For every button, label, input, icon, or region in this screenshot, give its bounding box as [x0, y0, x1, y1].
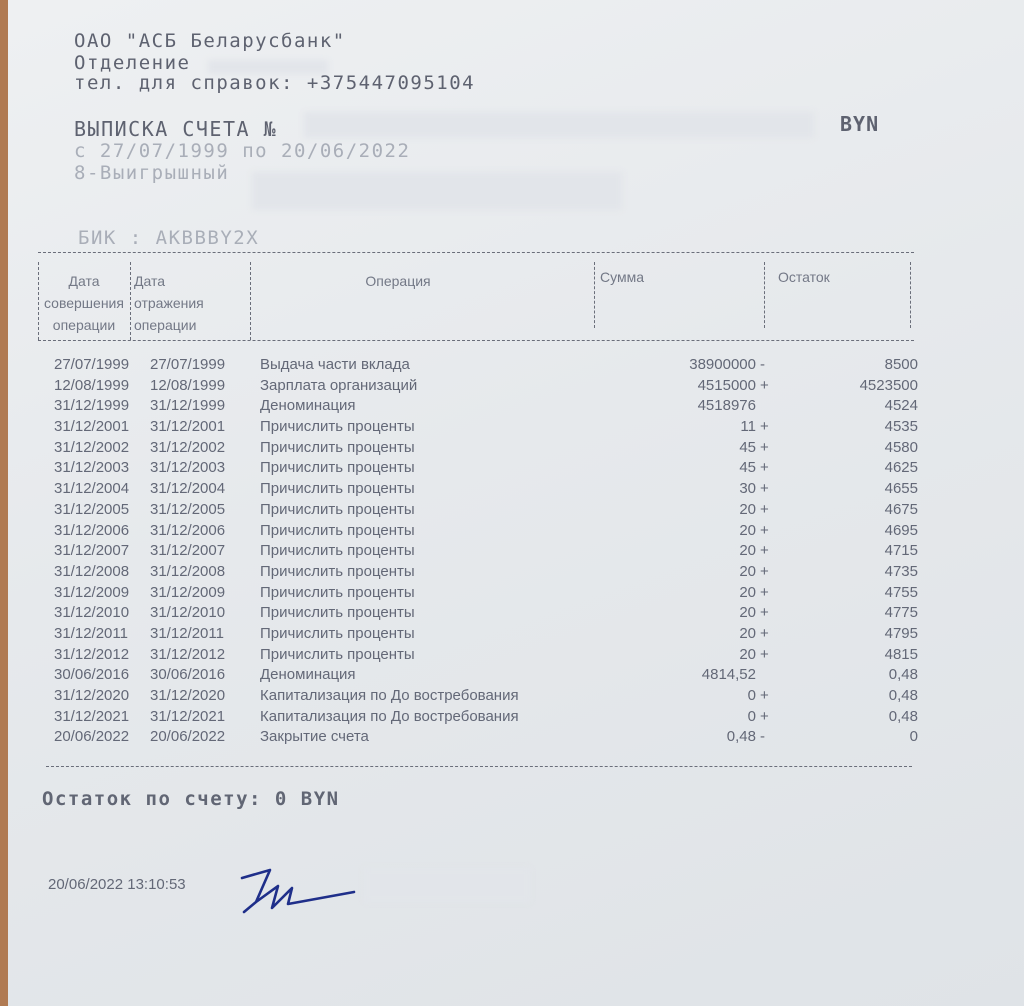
date-posted: 31/12/2009 — [150, 583, 226, 601]
col-header-operation: Операция — [365, 273, 431, 289]
date-done: 31/12/2004 — [54, 480, 130, 498]
date-posted: 31/12/2021 — [150, 707, 226, 725]
table-row — [46, 355, 926, 376]
operation: Причислить проценты — [260, 521, 415, 539]
balance: 4775 — [884, 604, 918, 622]
operation: Причислить проценты — [260, 542, 415, 560]
date-posted: 31/12/2007 — [150, 542, 226, 560]
balance: 4535 — [884, 418, 918, 436]
date-posted: 31/12/1999 — [150, 397, 226, 415]
operation: Причислить проценты — [260, 583, 415, 601]
table-row — [46, 603, 926, 624]
amount-sign: + — [760, 562, 769, 580]
table-row — [46, 541, 926, 562]
balance: 4815 — [884, 645, 918, 663]
statement-period: с 27/07/1999 по 20/06/2022 — [74, 140, 411, 162]
date-posted: 31/12/2020 — [150, 687, 226, 704]
balance: 0 — [909, 728, 918, 746]
amount: 20 — [739, 583, 756, 601]
date-done: 31/12/2021 — [54, 707, 130, 725]
balance: 0,48 — [888, 666, 918, 684]
date-posted: 31/12/2008 — [150, 562, 226, 580]
table-row — [46, 624, 926, 645]
date-done: 31/12/2002 — [54, 438, 130, 456]
amount-sign: + — [760, 645, 769, 663]
amount-sign: + — [760, 418, 769, 436]
amount-sign: + — [760, 604, 769, 622]
redacted-account-number — [304, 112, 814, 138]
date-posted: 20/06/2022 — [150, 728, 226, 746]
date-posted: 31/12/2010 — [150, 604, 226, 622]
table-row — [46, 479, 926, 500]
operation: Капитализация по До востребования — [260, 707, 519, 725]
amount: 20 — [739, 521, 756, 539]
operation: Капитализация по До востребования — [260, 687, 519, 704]
operation: Причислить проценты — [260, 418, 415, 436]
balance: 8500 — [884, 356, 918, 373]
amount: 45 — [739, 459, 756, 477]
balance: 4735 — [884, 562, 918, 580]
amount: 0 — [747, 687, 756, 704]
table-row — [46, 562, 926, 583]
table-top-border — [38, 252, 914, 253]
date-done: 12/08/1999 — [54, 376, 130, 394]
final-balance: Остаток по счету: 0 BYN — [42, 788, 340, 810]
balance: 4795 — [884, 624, 918, 642]
amount: 0 — [747, 707, 756, 725]
balance: 4755 — [884, 583, 918, 601]
date-done: 31/12/2009 — [54, 583, 130, 601]
amount-sign: + — [760, 438, 769, 456]
amount-sign: + — [760, 521, 769, 539]
redacted-owner — [252, 172, 622, 210]
date-done: 31/12/2006 — [54, 521, 130, 539]
currency-label: BYN — [840, 112, 880, 136]
table-row — [46, 686, 926, 707]
operation: Зарплата организаций — [260, 376, 418, 394]
amount-sign: + — [760, 500, 769, 518]
balance: 4695 — [884, 521, 918, 539]
date-done: 31/12/2020 — [54, 687, 130, 704]
operation: Причислить проценты — [260, 624, 415, 642]
date-posted: 31/12/2012 — [150, 645, 226, 663]
date-posted: 31/12/2001 — [150, 418, 226, 436]
table-row — [46, 583, 926, 604]
bank-statement-receipt — [8, 0, 1024, 1006]
amount-sign: - — [760, 356, 765, 373]
operation: Выдача части вклада — [260, 356, 410, 373]
amount: 4814,52 — [701, 666, 756, 684]
date-posted: 30/06/2016 — [150, 666, 226, 684]
date-done: 31/12/2003 — [54, 459, 130, 477]
amount-sign: + — [760, 687, 769, 704]
amount: 20 — [739, 542, 756, 560]
operation: Причислить проценты — [260, 480, 415, 498]
table-right-border — [910, 262, 911, 328]
date-done: 31/12/2005 — [54, 500, 130, 518]
operation: Причислить проценты — [260, 438, 415, 456]
table-left-border — [38, 262, 39, 340]
col-header-date-done: Дата совершения операции — [44, 273, 124, 333]
amount: 4518976 — [697, 397, 756, 415]
account-type: 8-Выигрышный — [74, 162, 230, 184]
date-done: 27/07/1999 — [54, 356, 130, 373]
amount-sign: + — [760, 542, 769, 560]
balance: 0,48 — [888, 707, 918, 725]
balance: 0,48 — [888, 687, 918, 704]
amount: 38900000 — [689, 356, 756, 373]
header-bottom-border — [38, 340, 914, 341]
operation: Причислить проценты — [260, 562, 415, 580]
amount: 20 — [739, 645, 756, 663]
balance: 4625 — [884, 459, 918, 477]
bank-name: ОАО "АСБ Беларусбанк" — [74, 30, 346, 52]
operation: Деноминация — [260, 397, 356, 415]
date-done: 20/06/2022 — [54, 728, 130, 746]
balance: 4580 — [884, 438, 918, 456]
phone-line: тел. для справок: +375447095104 — [74, 72, 476, 94]
signature — [234, 864, 374, 920]
amount: 20 — [739, 500, 756, 518]
operation: Причислить проценты — [260, 500, 415, 518]
operation: Причислить проценты — [260, 459, 415, 477]
balance: 4675 — [884, 500, 918, 518]
date-done: 31/12/2008 — [54, 562, 130, 580]
amount-sign: + — [760, 376, 769, 394]
bik-line: БИК : AKBBBY2X — [78, 227, 260, 249]
amount: 30 — [739, 480, 756, 498]
col-divider-3 — [594, 262, 595, 328]
date-posted: 27/07/1999 — [150, 356, 226, 373]
date-done: 31/12/2010 — [54, 604, 130, 622]
date-done: 31/12/1999 — [54, 397, 130, 415]
amount-sign: + — [760, 583, 769, 601]
amount: 0,48 — [726, 728, 756, 746]
table-row — [46, 458, 926, 479]
amount-sign: + — [760, 480, 769, 498]
table-row — [46, 521, 926, 542]
amount: 20 — [739, 604, 756, 622]
table-row — [46, 645, 926, 666]
amount: 11 — [740, 418, 756, 436]
amount: 4515000 — [697, 376, 756, 394]
col-header-balance: Остаток — [778, 269, 830, 285]
operation: Закрытие счета — [260, 728, 369, 746]
amount: 20 — [739, 562, 756, 580]
col-header-amount: Сумма — [600, 269, 644, 285]
redacted-name — [364, 868, 530, 902]
table-bottom-border — [46, 766, 912, 767]
operation: Причислить проценты — [260, 645, 415, 663]
statement-title: ВЫПИСКА СЧЕТА № — [74, 117, 278, 141]
date-posted: 31/12/2002 — [150, 438, 226, 456]
date-posted: 31/12/2003 — [150, 459, 226, 477]
amount-sign: + — [760, 624, 769, 642]
amount: 20 — [739, 624, 756, 642]
amount-sign: + — [760, 459, 769, 477]
amount-sign: + — [760, 707, 769, 725]
operation: Причислить проценты — [260, 604, 415, 622]
table-row — [46, 707, 926, 728]
date-done: 31/12/2007 — [54, 542, 130, 560]
table-row — [46, 396, 926, 417]
col-header-date-posted: Дата отражения операции — [134, 273, 204, 333]
balance: 4655 — [884, 480, 918, 498]
amount-sign: - — [760, 728, 765, 746]
print-timestamp: 20/06/2022 13:10:53 — [48, 876, 186, 893]
operation: Деноминация — [260, 666, 356, 684]
table-row — [46, 500, 926, 521]
date-done: 31/12/2011 — [54, 624, 128, 642]
branch-label: Отделение — [74, 52, 191, 74]
balance: 4523500 — [859, 376, 918, 394]
date-done: 31/12/2001 — [54, 418, 130, 436]
table-row — [46, 376, 926, 397]
transaction-list — [46, 355, 926, 748]
amount: 45 — [739, 438, 756, 456]
balance: 4715 — [884, 542, 918, 560]
date-posted: 31/12/2011 — [150, 624, 224, 642]
col-divider-2 — [250, 262, 251, 340]
date-posted: 31/12/2005 — [150, 500, 226, 518]
table-row — [46, 727, 926, 748]
table-row — [46, 438, 926, 459]
col-divider-4 — [764, 262, 765, 328]
date-posted: 31/12/2006 — [150, 521, 226, 539]
col-divider-1 — [130, 262, 131, 340]
date-done: 30/06/2016 — [54, 666, 130, 684]
date-done: 31/12/2012 — [54, 645, 130, 663]
date-posted: 12/08/1999 — [150, 376, 226, 394]
date-posted: 31/12/2004 — [150, 480, 226, 498]
balance: 4524 — [884, 397, 918, 415]
table-row — [46, 417, 926, 438]
table-row — [46, 665, 926, 686]
